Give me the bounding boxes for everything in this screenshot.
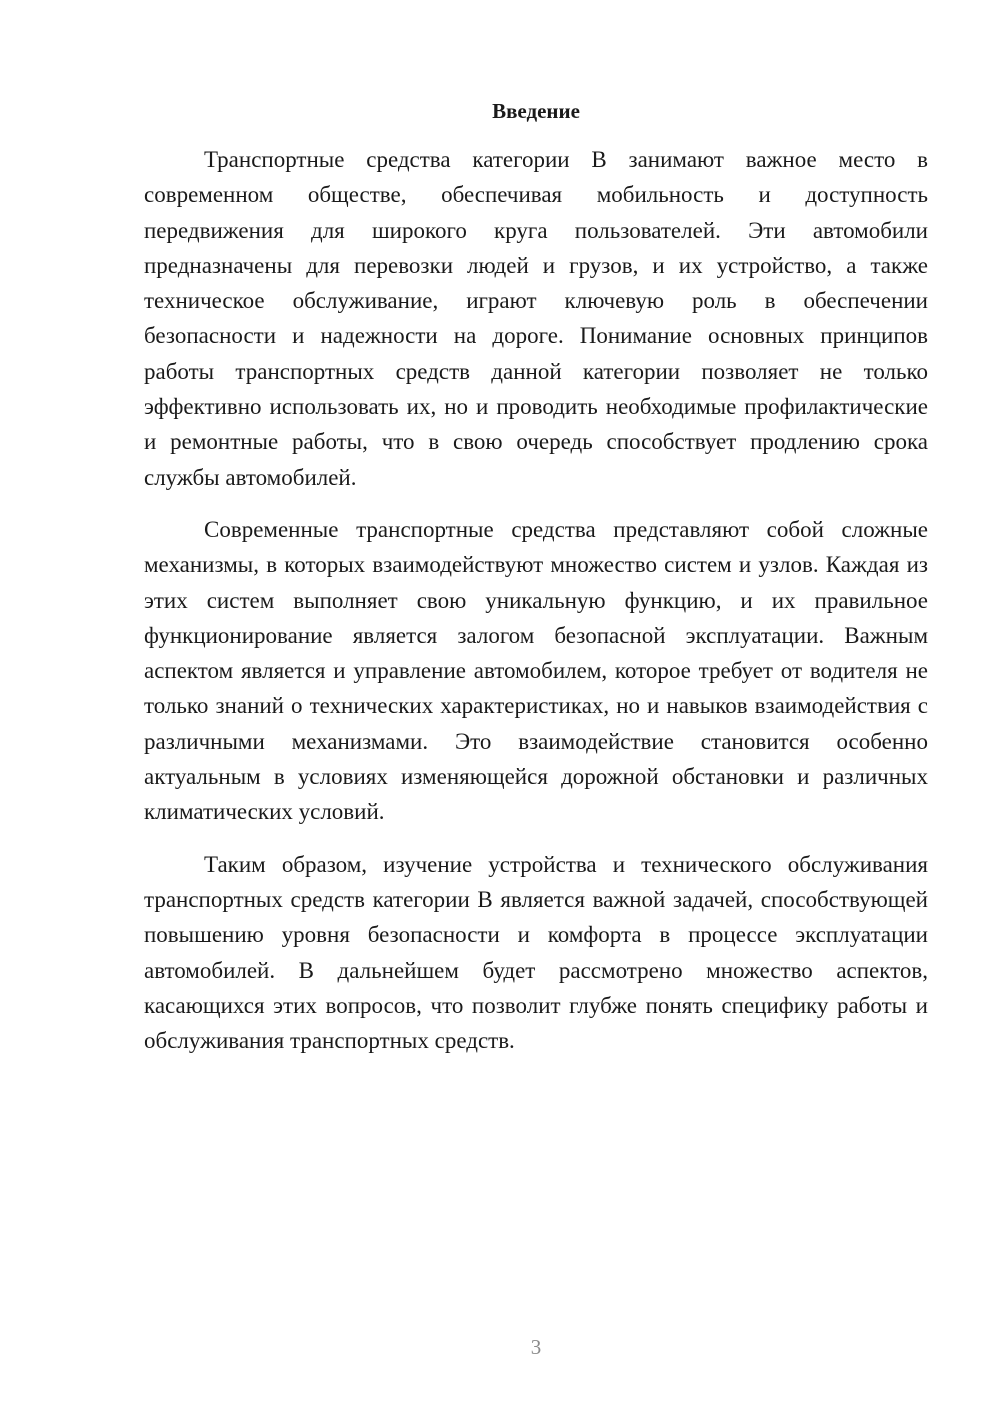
paragraph-2: Современные транспортные средства представляют собой сложные механизмы, в которых взаимодействуют множество систем и узлов. Каждая из этих систем выполняет свою уникальную функцию, и их правильное функционирование является залогом безопасной эксплуатации. Важным аспектом является и управление автомобилем, которое требует от водителя не только знаний о технических характеристиках, но и навыков взаимодействия с различными механизмами. Это взаимодействие становится особенно актуальным в условиях изменяющейся дорожной обстановки и различных климатических условий. bbox=[144, 516, 928, 825]
page-number: 3 bbox=[530, 1335, 542, 1359]
paragraph-3: Таким образом, изучение устройства и технического обслуживания транспортных средств категории B является важной задачей, способствующей повышению уровня безопасности и комфорта в процессе эксплуатации автомобилей. В дальнейшем будет рассмотрено множество аспектов, касающихся этих вопросов, что позволит глубже понять специфику работы и обслуживания транспортных средств. bbox=[144, 851, 928, 1054]
paragraph-1: Транспортные средства категории B занимают важное место в современном обществе, обеспечивая мобильность и доступность передвижения для широкого круга пользователей. Эти автомобили предназначены для перевозки людей и грузов, и их устройство, а также техническое обслуживание, играют ключевую роль в обеспечении безопасности и надежности на дороге. Понимание основных принципов работы транспортных средств данной категории позволяет не только эффективно использовать их, но и проводить необходимые профилактические и ремонтные работы, что в свою очередь способствует продлению срока службы автомобилей. bbox=[144, 147, 928, 490]
page-title: Введение bbox=[492, 99, 580, 123]
body-text bbox=[144, 142, 928, 1075]
